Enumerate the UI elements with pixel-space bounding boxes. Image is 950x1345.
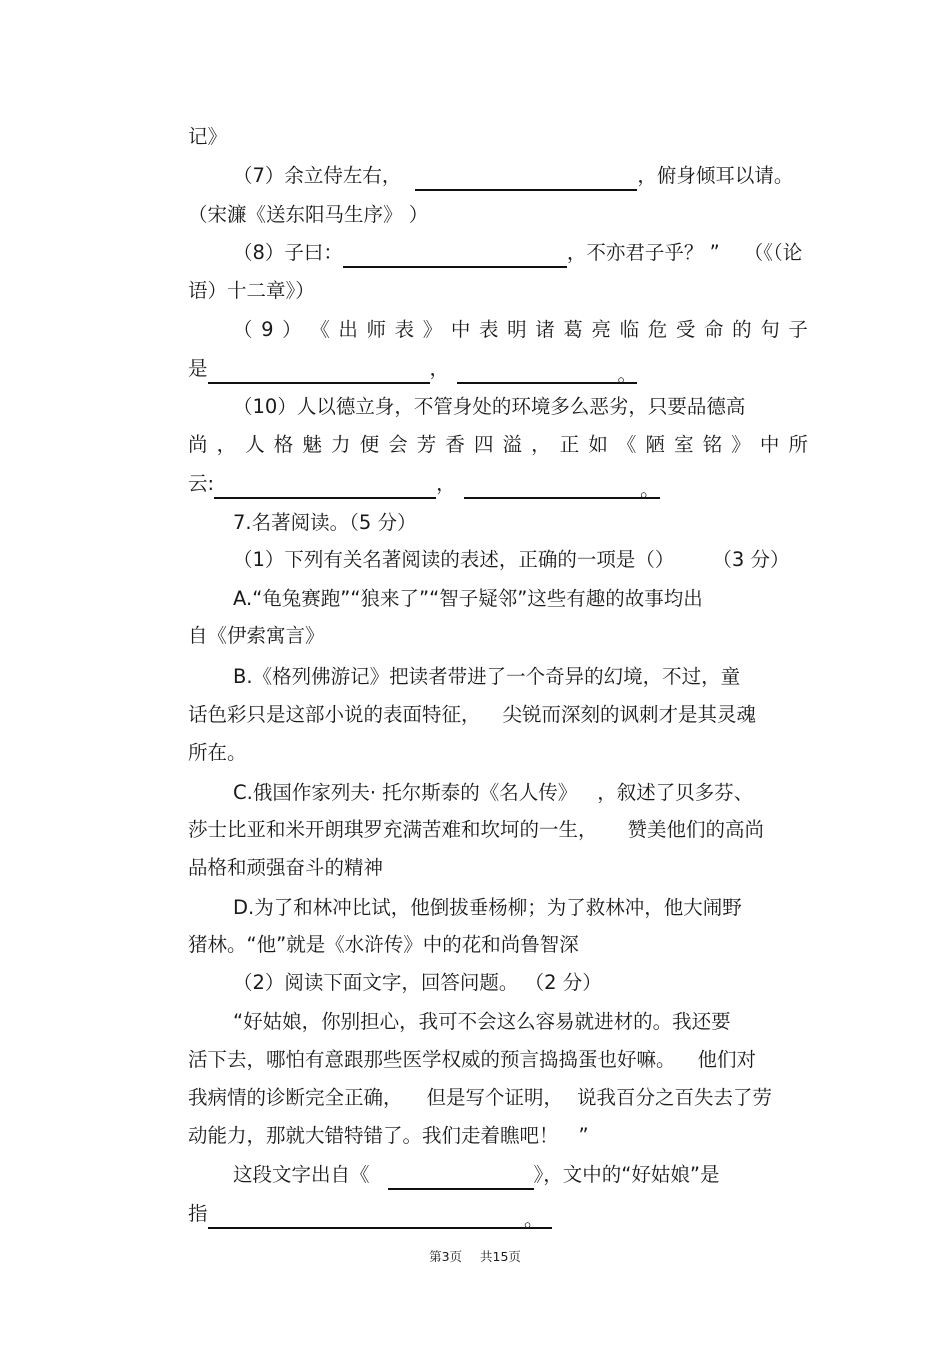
answer-blank[interactable] — [415, 167, 637, 191]
answer-blank[interactable] — [214, 475, 436, 499]
passage-line-1: “好姑娘，你别担心，我可不会这么容易就进材的。我还要 — [233, 1010, 731, 1033]
question-2-prompt: 这段文字出自《 》，文中的“好姑娘”是 — [233, 1160, 808, 1190]
line-9: 尚 ， 人 格 魅 力 便 会 芳 香 四 溢 ， 正 如 《 陋 室 铭 》 中 所 — [188, 433, 808, 456]
option-a: A.“龟兔赛跑”“狼来了”“智子疑邻”这些有趣的故事均出 — [233, 587, 703, 610]
question-2: （2）阅读下面文字，回答问题。 （2 分） — [233, 971, 602, 994]
option-a-cont: 自《伊索寓言》 — [188, 624, 325, 647]
option-c-end: 品格和顽强奋斗的精神 — [188, 856, 384, 879]
line-8-item: （8）子曰： ，不亦君子乎？ ” （《（论 — [233, 238, 808, 268]
answer-blank[interactable]: 。 — [464, 475, 660, 499]
answer-blank[interactable] — [388, 1166, 534, 1190]
question-2-prompt-cont: 指 。 — [188, 1199, 808, 1229]
option-d-cont: 猪林。“他”就是《水浒传》中的花和尚鲁智深 — [188, 933, 579, 956]
option-b-cont: 话色彩只是这部小说的表面特征， 尖锐而深刻的讽刺才是其灵魂 — [188, 703, 757, 726]
question-1: （1）下列有关名著阅读的表述，正确的一项是（） （3 分） — [233, 548, 790, 571]
passage-line-2: 活下去，哪怕有意跟那些医学权威的预言捣捣蛋也好嘛。 他们对 — [188, 1048, 757, 1071]
line-5: 语）十二章》） — [188, 279, 315, 302]
option-b-end: 所在。 — [188, 741, 247, 764]
answer-blank[interactable]: 。 — [208, 1205, 552, 1229]
section-7-heading: 7.名著阅读。（5 分） — [233, 511, 417, 534]
line-1: 记》 — [188, 125, 228, 148]
line-3: （宋濂《送东阳马生序》 ） — [188, 203, 429, 226]
page-footer — [0, 1248, 950, 1266]
line-10: 云: ， 。 — [188, 472, 660, 501]
option-c-cont: 莎士比亚和米开朗琪罗充满苦难和坎坷的一生， 赞美他们的高尚 — [188, 818, 765, 841]
option-d: D.为了和林冲比试，他倒拔垂杨柳；为了救林冲，他大闹野 — [233, 896, 742, 919]
option-b: B.《格列佛游记》把读者带进了一个奇异的幻境，不过，童 — [233, 665, 741, 688]
option-c: C.俄国作家列夫· 托尔斯泰的《名人传》 ，叙述了贝多芬、 — [233, 781, 754, 804]
line-9-item: （ 9 ） 《 出 师 表 》 中 表 明 诸 葛 亮 临 危 受 命 的 句 子 — [233, 318, 808, 341]
answer-blank[interactable] — [208, 360, 430, 384]
passage-line-4: 动能力，那就大错特错了。我们走着瞧吧！ ” — [188, 1124, 589, 1147]
page-number: 第3页 — [429, 1249, 463, 1264]
line-7: 是 ， 。 — [188, 357, 638, 386]
answer-blank[interactable]: 。 — [457, 360, 637, 384]
page-total: 共15页 — [480, 1249, 521, 1264]
line-7-item: （7）余立侍左右， ，俯身倾耳以请。 — [233, 161, 808, 191]
line-10-item: （10）人以德立身，不管身处的环境多么恶劣，只要品德高 — [233, 395, 746, 418]
passage-line-3: 我病情的诊断完全正确， 但是写个证明， 说我百分之百失去了劳 — [188, 1086, 773, 1109]
answer-blank[interactable] — [343, 244, 567, 268]
